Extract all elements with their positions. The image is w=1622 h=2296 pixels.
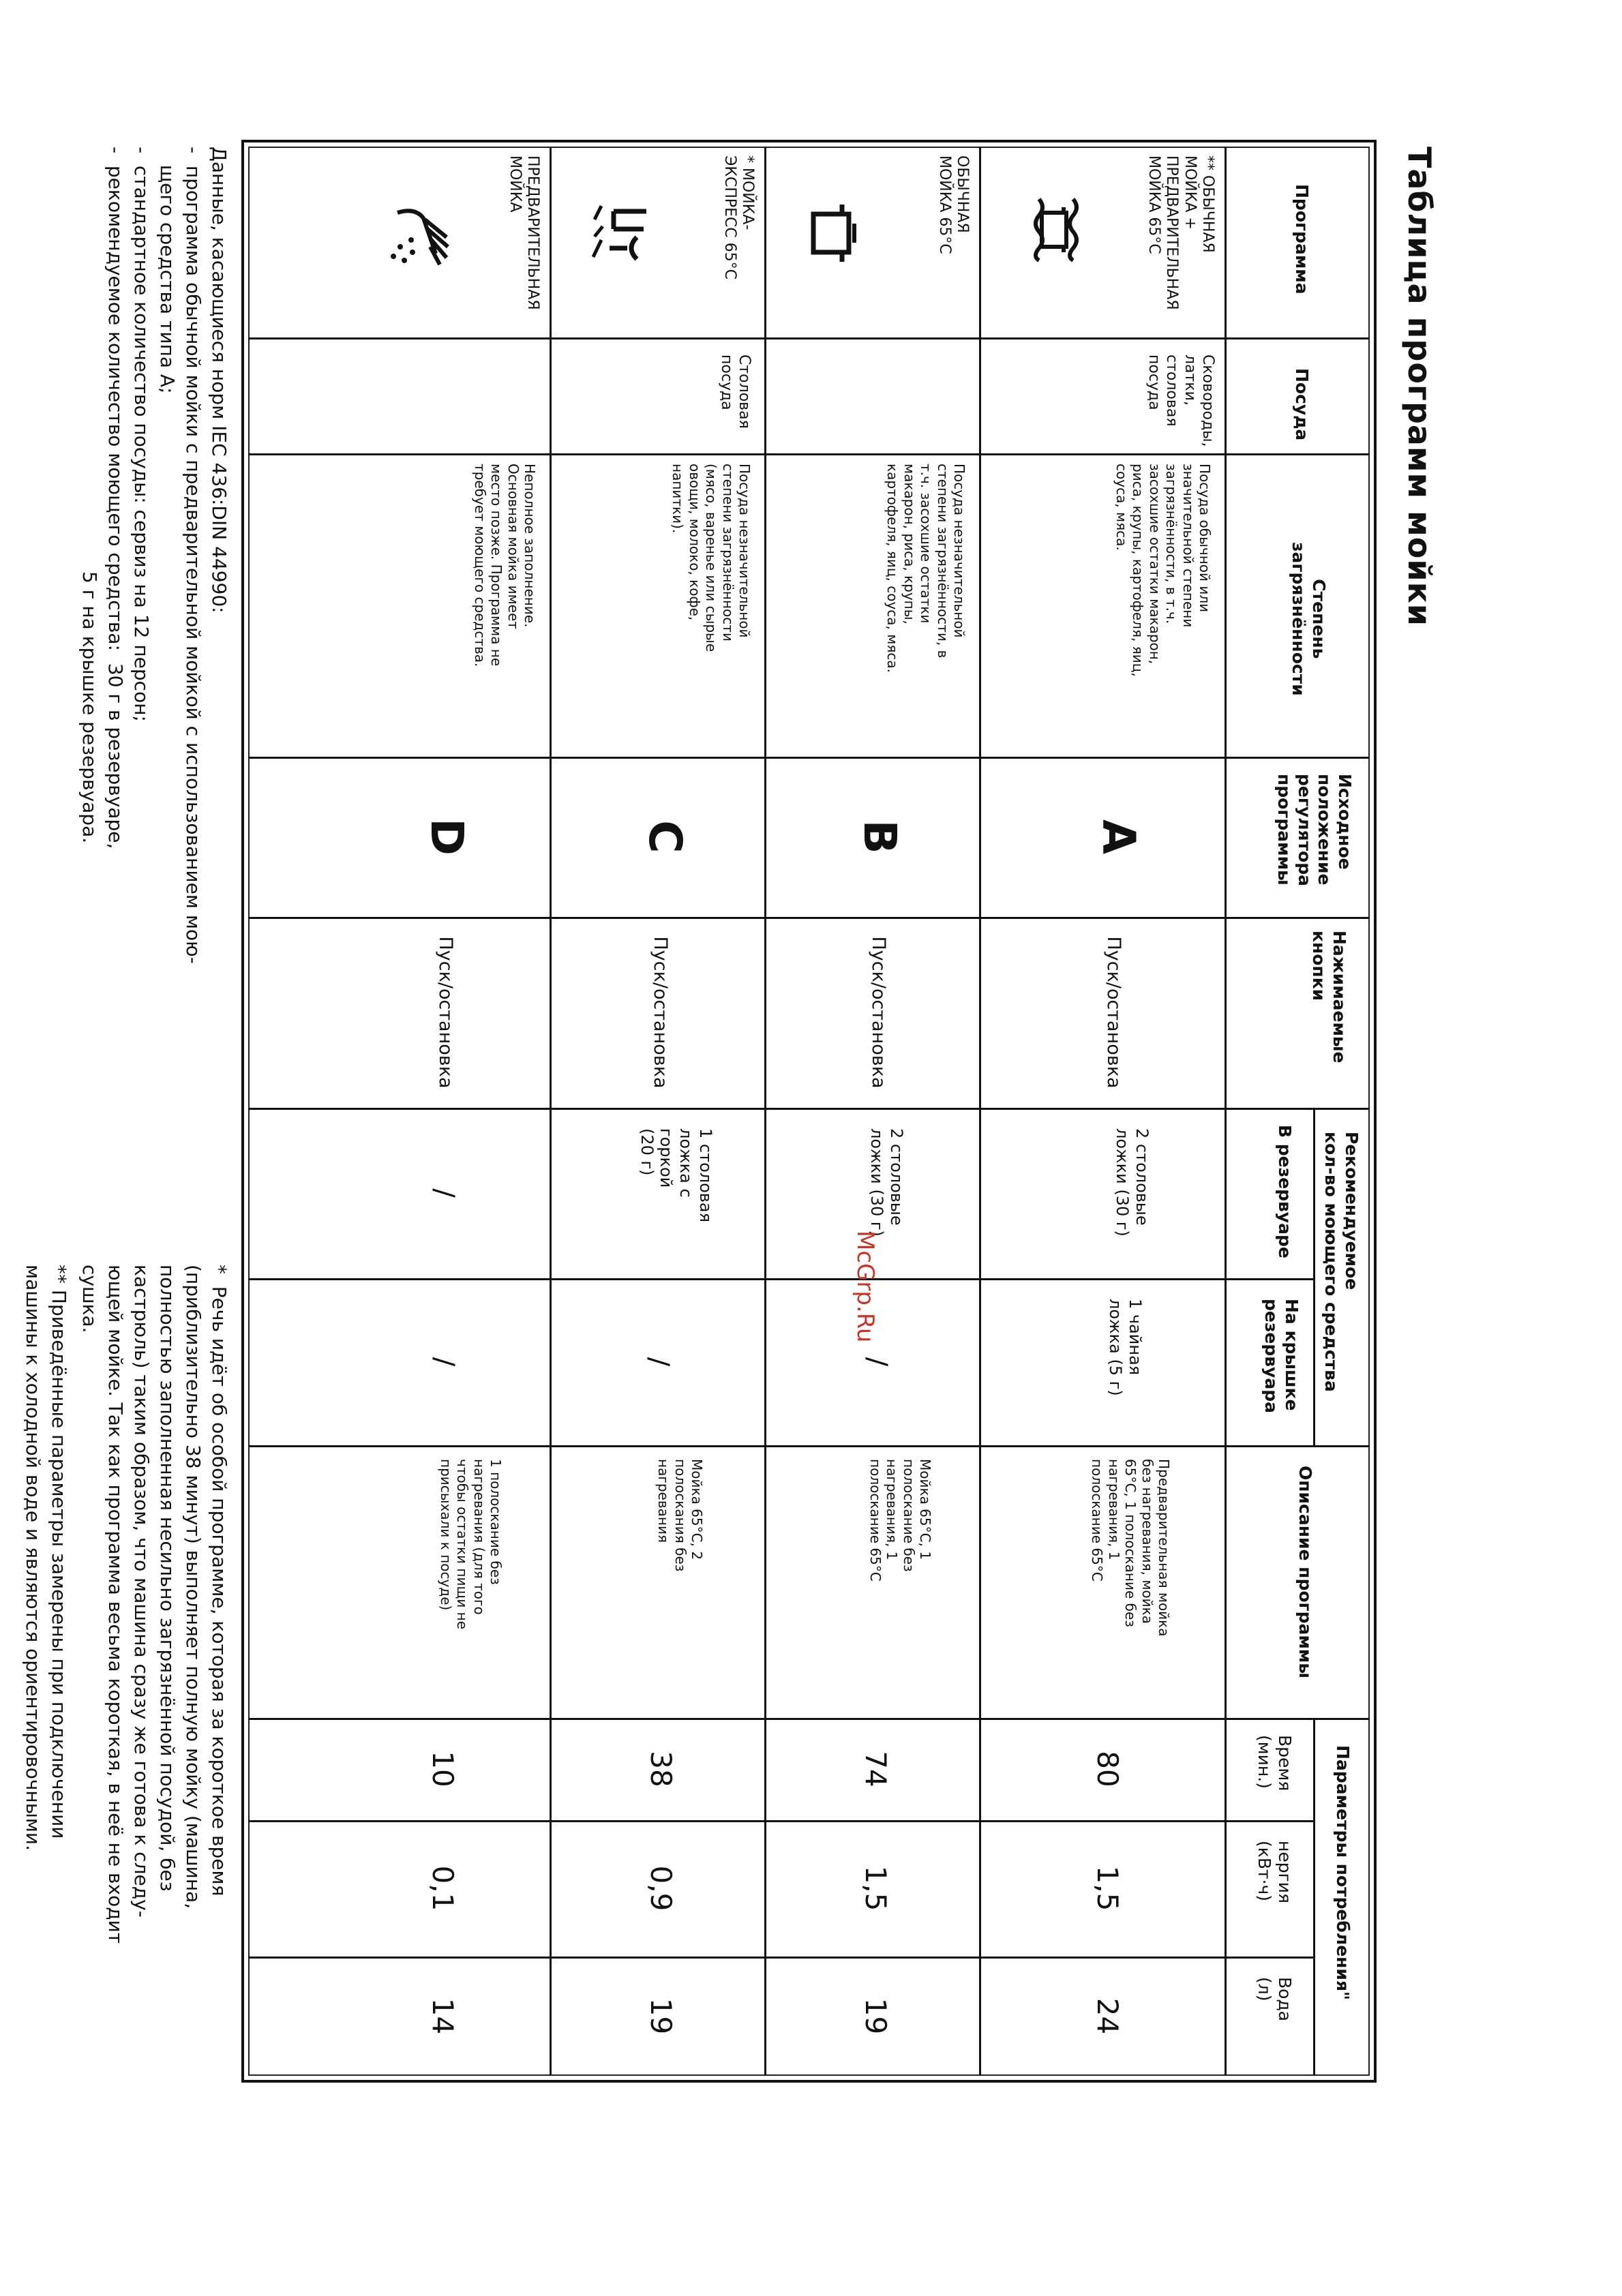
header-dishes: Посуда [1292,368,1312,441]
col-divider [248,1820,1315,1822]
glass-cup-icon [580,199,657,267]
col-divider [248,1108,1370,1110]
row2-on-lid: / [861,1357,892,1367]
row2-button: Пуск/остановка [868,936,889,1089]
row4-in-dispenser: / [428,1188,460,1198]
col-divider [248,453,1370,455]
header-in-dispenser: В резервуаре [1275,1125,1295,1258]
pot-icon [794,199,865,267]
col-divider [248,757,1370,759]
row1-program: ** ОБЫЧНАЯ МОЙКА + ПРЕДВАРИТЕЛЬНАЯ МОЙКА 65°С [1145,155,1216,310]
note-express: * Речь идёт об особой программе, которая за короткое время [208,1265,230,1897]
row3-on-lid: / [643,1357,674,1367]
row3-dishes: Столовая посуда [717,354,753,429]
row1-dishes: Сковороды, латки, столовая посуда [1145,354,1216,447]
row2-program-description: Мойка 65°С, 1 полоскание без нагревания, 1 полоскание 65°С [867,1459,933,1582]
col-divider [248,1278,1315,1280]
col-divider [248,1445,1370,1447]
note-params: ** Приведённые параметры замерены при подключении [48,1265,70,1839]
header-program: Программа [1292,184,1312,294]
row3-water: 19 [644,1997,678,2035]
row1-soil: Посуда обычной или значительной степени загрязнённости, в т.ч. засохшие остатки макарон, риса, крупы, картофеля, яиц, соуса, мяса. [1113,464,1213,677]
row3-time: 38 [644,1751,678,1787]
row2-program: ОБЫЧНАЯ МОЙКА 65°С [935,155,971,254]
row-divider [764,147,766,2076]
row3-energy: 0,9 [644,1865,678,1912]
row-divider [979,147,981,2076]
row4-water: 14 [426,1997,460,2035]
row1-on-lid: 1 чайная ложка (5 г) [1106,1299,1145,1396]
hand-rinse-icon [378,199,463,274]
note-line: щего средства типа А; [156,147,179,394]
note-line: машины к холодной воде и являются ориентировочными. [22,1265,44,1852]
note-line: - стандартное количество посуды: сервиз на 12 персон; [130,147,153,722]
row1-button: Пуск/остановка [1103,936,1124,1089]
header-consumption: Параметры потребления" [1333,1745,1353,2001]
watermark: McGrp.Ru [852,1230,879,1343]
row-divider [550,147,552,2076]
row4-energy: 0,1 [426,1865,460,1912]
row2-in-dispenser: 2 столовые ложки (30 г) [867,1128,906,1237]
row3-program: * МОЙКА- ЭКСПРЕСС 65°С [721,155,756,280]
row1-in-dispenser: 2 столовые ложки (30 г) [1113,1128,1152,1237]
col-divider [248,1957,1315,1959]
note-line: (приблизительно 38 минут) выполняет полную мойку (машина, [182,1265,205,1909]
row1-water: 24 [1091,1997,1124,2035]
note-line: полностью заполненная несильно загрязнённой посудой, без [156,1265,179,1892]
col-divider [248,1718,1370,1720]
row-divider [1313,1108,1315,1445]
row3-button: Пуск/остановка [650,936,671,1089]
row3-program-description: Мойка 65°С, 2 полоскания без нагревания [655,1459,705,1572]
note-line: - рекомендуемое количество моющего средства: 30 г в резервуаре, [104,147,127,849]
row4-on-lid: / [428,1357,460,1367]
row4-program-description: 1 полоскание без нагревания (для того чтобы остатки пищи не присыхали к посуде) [437,1459,504,1630]
pot-steam-icon [1016,192,1094,267]
row4-program: ПРЕДВАРИТЕЛЬНАЯ МОЙКА [506,155,541,310]
row3-in-dispenser: 1 столовая ложка с горкой (20 г) [637,1128,715,1223]
note-line: ющей мойке. Так как программа весьма короткая, в неё не входит [104,1265,127,1944]
header-knob: Исходное положение регулятора программы [1274,774,1355,887]
col-divider [248,337,1370,339]
row1-energy: 1,5 [1091,1865,1124,1912]
header-divider [1225,147,1227,2076]
row4-button: Пуск/остановка [435,936,456,1089]
row1-knob: A [1092,819,1145,855]
row3-soil: Посуда незначительной степени загрязнённости (мясо, варенье или сырые овощи, молоко, кофе, напитки). [670,464,753,652]
header-detergent: Рекомендуемое кол-во моющего средства [1321,1132,1362,1392]
row2-soil: Посуда незначительной степени загрязнённости, в т.ч. засохшие остатки макарон, риса, крупы, картофеля, яиц, соуса, мяса. [884,464,967,673]
header-on-lid: На крышке резервуара [1261,1299,1302,1413]
row4-time: 10 [426,1751,460,1787]
header-program-description: Описание программы [1295,1466,1315,1678]
note-line: кастрюль) таким образом, что машина сразу же готова к следу- [130,1265,153,1918]
header-soil: Степень загрязнённости [1289,542,1329,696]
header-button: Нажимаемые кнопки [1309,931,1349,1063]
header-energy: нергия (кВт·ч) [1255,1841,1295,1904]
note-line: - программа обычной мойки с предварительной мойкой с использованием мою- [182,147,205,964]
note-line: 5 г на крышке резервуара. [78,147,101,844]
col-divider [248,917,1370,919]
note-iec: Данные, касающиеся норм IEC 436:DIN 44990: [208,147,230,614]
row2-time: 74 [859,1751,892,1787]
row3-knob: C [639,820,691,854]
page-title: Таблица программ мойки [1401,147,1438,627]
row2-water: 19 [859,1997,892,2035]
header-water: Вода (л) [1255,1977,1295,2022]
row2-energy: 1,5 [859,1865,892,1912]
header-time: Время (мин.) [1255,1735,1295,1792]
row1-program-description: Предварительная мойка без нагревания, мойка 65°С, 1 полоскание без нагревания, 1 полоскание 65°С [1089,1459,1172,1637]
row-divider [1313,1718,1315,2076]
note-line: сушка. [78,1265,101,1333]
row4-knob: D [421,818,473,856]
row1-time: 80 [1091,1751,1124,1787]
row4-soil: Неполное заполнение. Основная мойка имеет место позже. Программа не требует моющего средства. [471,464,538,667]
row2-knob: B [854,819,906,854]
